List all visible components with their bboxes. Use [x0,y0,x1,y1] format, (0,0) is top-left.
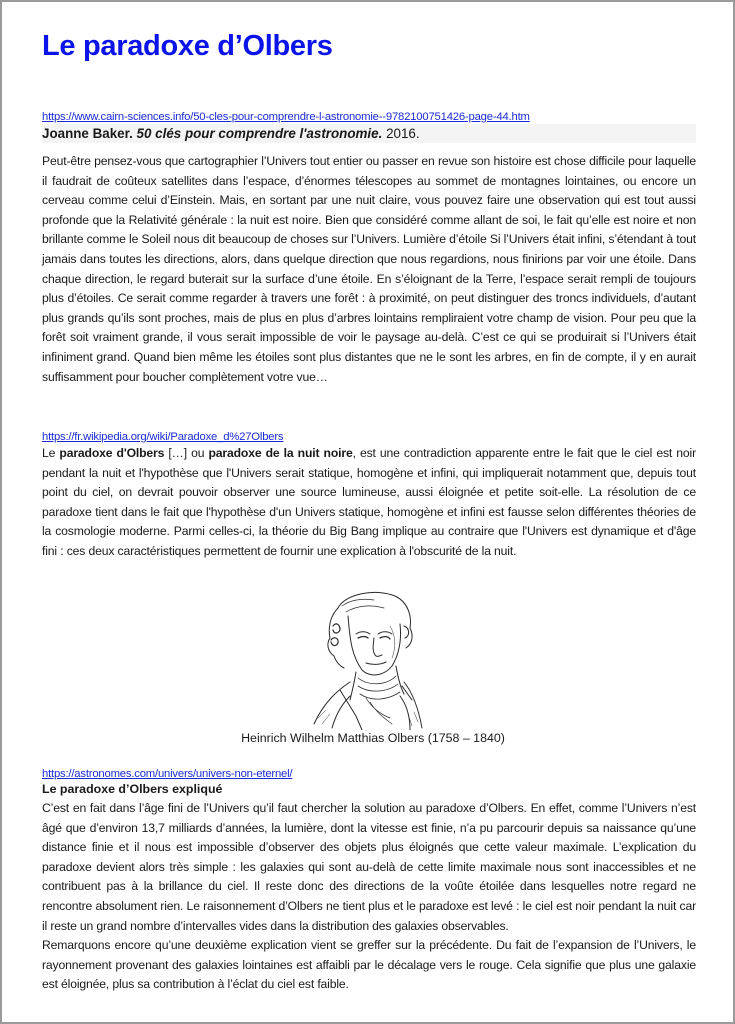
source-link-cairn[interactable]: https://www.cairn-sciences.info/50-cles-pour-comprendre-l-astronomie--9782100751426-page-44.htm [42,111,530,123]
wiki-rest: , est une contradiction apparente entre le fait que le ciel est noir pendant la nuit et l'hypothèse que l'Univers serait statique, homogène et infini, qui impliquerait notamment que, depuis tout point du ciel, on devrait pouvoir observer une source lumineuse, aussi éloignée et petite soit-elle. La résolution de ce paradoxe tient dans le fait que l'hypothèse d'un Univers statique, homogène et infini est fausse selon différentes théories de la cosmologie moderne. Parmi celles-ci, la théorie du Big Bang implique au contraire que l'Univers est dynamique et d'âge fini : ces deux caractéristiques permettent de fournir une explication à l'obscurité de la nuit. [42,446,697,558]
astronomes-paragraph-2: Remarquons encore qu’une deuxième explication vient se greffer sur la précédente. Du fait de l’expansion de l’Univers, le rayonnement provenant des galaxies lointaines est affaibli par le décalage vers le rouge. Cela signifie que plus une galaxie est éloignée, plus sa contribution à l’éclat du ciel est faible. [42,938,696,992]
wiki-mid: […] ou [164,446,209,460]
citation-book-title: 50 clés pour comprendre l'astronomie. [136,126,383,141]
wikipedia-excerpt [42,444,696,562]
page-title: Le paradoxe d’Olbers [42,30,333,62]
section-wikipedia-link-row [42,427,696,445]
wiki-term-olbers: paradoxe d'Olbers [59,446,165,460]
cairn-excerpt: Peut-être pensez-vous que cartographier l’Univers tout entier ou passer en revue son histoire est chose difficile pour laquelle il faudrait de coûteux satellites dans l’espace, d’énormes télescopes au sommet de montagnes lointaines, ou encore un cerveau comme celui d’Einstein. Mais, en sortant par une nuit claire, vous pouvez faire une observation qui est tout aussi profonde que la Relativité générale : la nuit est noire. Bien que considéré comme allant de soi, le fait qu’elle est noire et non brillante comme le Soleil nous dit beaucoup de choses sur l’Univers. Lumière d’étoile Si l’Univers était infini, s’étendant à tout jamais dans toutes les directions, alors, dans quelque direction que nous regardions, nous finirions par voir une étoile. Dans chaque direction, le regard buterait sur la surface d’une étoile. En s’éloignant de la Terre, l’espace serait rempli de toujours plus d’étoiles. Ce serait comme regarder à travers une forêt : à proximité, on peut distinguer des troncs individuels, d’autant plus grands qu’ils sont proches, mais de plus en plus d’arbres lointains rempliraient votre champ de vision. Pour peu que la forêt soit vraiment grande, il vous serait impossible de voir le paysage au-delà. C’est ce qui se produirait si l’Univers était infiniment grand. Quand bien même les étoiles sont plus distantes que ne le sont les arbres, en fin de compte, il y en aurait suffisamment pour boucher complètement votre vue… [42,154,696,384]
wiki-term-dark-night: paradoxe de la nuit noire [208,446,353,460]
portrait-caption: Heinrich Wilhelm Matthias Olbers (1758 – 1840) [241,731,505,745]
source-link-wikipedia[interactable]: https://fr.wikipedia.org/wiki/Paradoxe_d%27Olbers [42,431,284,443]
citation-year: 2016. [386,126,420,141]
astronomes-paragraph-1: C’est en fait dans l’âge fini de l’Univers qu’il faut chercher la solution au paradoxe d’Olbers. En effet, comme l’Univers n’est âgé que d’environ 13,7 milliards d’années, la lumière, dont la vitesse est finie, n’a pu parcourir depuis sa naissance qu’une distance finie et il nous est impossible d’observer des objets plus éloignés que cette valeur maximale. L’explication du paradoxe devient alors très simple : les galaxies qui sont au-delà de cette limite maximale nous sont inaccessibles et ne contribuent pas à la brillance du ciel. Il reste donc des directions de la voûte étoilée dans lesquelles notre regard ne rencontre absolument rien. Le raisonnement d’Olbers ne tient plus et le paradoxe est levé : le ciel est noir pendant la nuit car il reste un grand nombre d’intervalles vides dans la distribution des galaxies observables. [42,801,696,933]
section-cairn [42,107,696,125]
olbers-portrait-image [300,586,435,730]
source-link-astronomes[interactable]: https://astronomes.com/univers/univers-non-eternel/ [42,768,293,780]
section-heading: Le paradoxe d’Olbers expliqué [42,782,223,796]
wiki-lead: Le [42,446,60,460]
citation-author: Joanne Baker. [42,126,133,141]
citation [42,124,696,143]
